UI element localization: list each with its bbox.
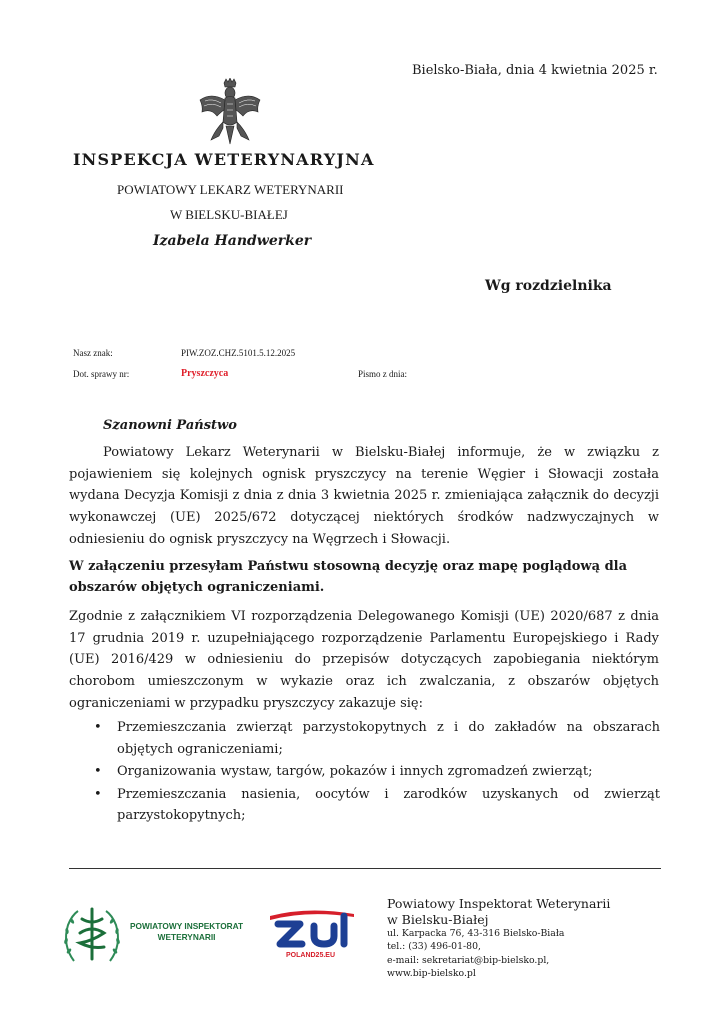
office-name [387,896,610,928]
case-value: Pryszczyca [181,368,229,379]
bullet-icon: • [94,786,102,802]
office-contact [387,927,564,980]
bullet-icon: • [94,720,102,735]
list-item [94,761,660,783]
office-address: ul. Karpacka 76, 43-316 Bielsko-Biała [387,928,565,939]
paragraph-intro: Powiatowy Lekarz Weterynarii w Bielsku-Białej informuje, że w związku z pojawieniem się kolejnych ognisk pryszczycy na terenie Węgier i Słowacji została wydana Decyzja Komisji z dnia z dnia 3 kwietnia 2025 r. zmieniająca załącznik do decyzji wykonawczej (UE) 2025/672 dotyczącej niektórych środków nadzwyczajnych w odniesieniu do ognisk pryszczycy na Węgrzech i Słowacji. [69,445,659,547]
footer-divider [69,868,661,869]
case-label: Dot. sprawy nr: [73,369,130,379]
institution-location: W BIELSKU-BIAŁEJ [170,207,288,222]
polish-eagle-emblem-icon [197,78,263,146]
logo-line-2: WETERYNARII [157,932,216,942]
poland25-logo-text: POLAND25.EU [286,952,336,959]
prohibitions-list [94,717,660,828]
list-item-text: Organizowania wystaw, targów, pokazów i innych zgromadzeń zwierząt; [117,764,593,779]
office-email: e-mail: sekretariat@bip-bielsko.pl, [387,954,550,966]
institution-title: INSPEKCJA WETERYNARYJNA [73,150,375,169]
salutation: Szanowni Państwo [103,418,237,433]
bullet-icon: • [94,764,102,779]
office-name-line-1: Powiatowy Inspektorat Weterynarii [387,896,611,911]
list-item [94,717,660,760]
office-website: www.bip-bielsko.pl [387,967,476,979]
veterinary-inspectorate-logo-icon [60,903,124,967]
veterinary-inspectorate-logo-text [130,921,243,943]
office-name-line-2: w Bielsku-Białej [387,912,489,927]
our-ref-label: Nasz znak: [73,348,113,358]
paragraph-attachment: W załączeniu przesyłam Państwu stosowną decyzję oraz mapę poglądową dla obszarów objętych ograniczeniami. [69,559,628,595]
logo-line-1: POWIATOWY INSPEKTORAT [130,921,244,931]
addressee: Wg rozdzielnika [485,278,612,294]
officer-name: Izabela Handwerker [153,233,312,249]
list-item-text: Przemieszczania nasienia, oocytów i zarodków uzyskanych od zwierząt parzystokopytnych; [117,786,660,823]
our-ref-value: PIW.ZOZ.CHZ.5101.5.12.2025 [181,348,296,358]
office-phone: tel.: (33) 496-01-80, [387,941,481,953]
list-item [94,784,660,827]
letter-date: Bielsko-Biała, dnia 4 kwietnia 2025 r. [412,63,658,78]
list-item-text: Przemieszczania zwierząt parzystokopytnych z i do zakładów na obszarach objętych ograniczeniami; [117,720,660,757]
paragraph-regulation: Zgodnie z załącznikiem VI rozporządzenia Delegowanego Komisji (UE) 2020/687 z dnia 17 grudnia 2019 r. uzupełniającego rozporządzenie Parlamentu Europejskiego i Rady (UE) 2016/429 w odniesieniu do przepisów dotyczących zapobiegania niektórym chorobom umieszczonym w wykazie oraz ich zwalczania, z obszarów objętych ograniczeniami w przypadku pryszczycy zakazuje się: [69,609,659,711]
letter-date-label: Pismo z dnia: [358,369,407,379]
poland25-presidency-logo-icon [268,902,356,952]
institution-subtitle: POWIATOWY LEKARZ WETERYNARII [117,182,344,197]
